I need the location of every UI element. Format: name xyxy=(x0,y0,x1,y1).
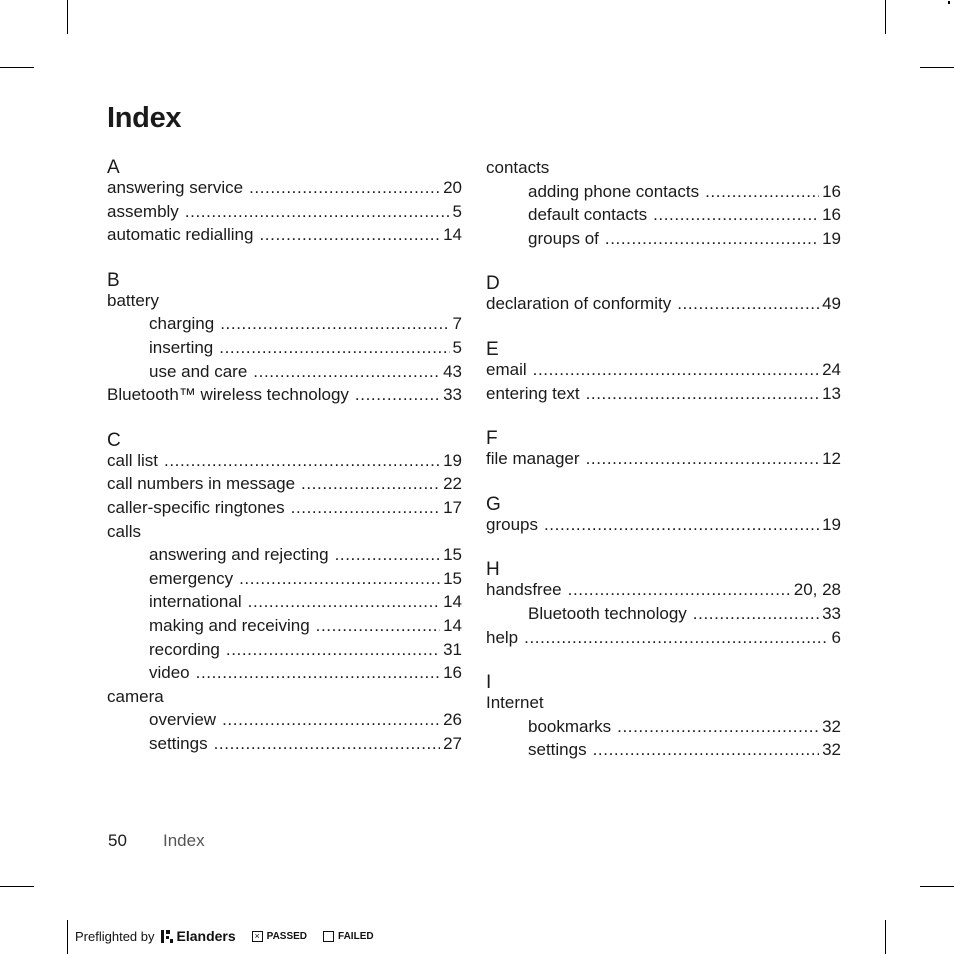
preflight-stamp xyxy=(75,928,374,944)
index-subentry xyxy=(486,180,841,204)
index-entry xyxy=(107,200,462,224)
index-term: battery xyxy=(107,290,159,310)
index-entry xyxy=(486,578,841,602)
dot-leader xyxy=(239,567,440,591)
index-subentry xyxy=(107,336,462,360)
index-page-ref: 19 xyxy=(822,228,841,248)
index-letter-heading: E xyxy=(486,338,499,360)
index-entry xyxy=(107,289,462,313)
dot-leader xyxy=(593,738,819,762)
index-term: emergency xyxy=(149,568,234,588)
index-letter-heading: B xyxy=(107,269,120,291)
dot-leader xyxy=(693,602,819,626)
index-entry xyxy=(107,472,462,496)
index-term: help xyxy=(486,627,519,647)
index-page-ref: 19 xyxy=(822,514,841,534)
group-spacer xyxy=(486,316,841,338)
group-spacer xyxy=(486,250,841,272)
dot-leader xyxy=(253,360,440,384)
dot-leader xyxy=(533,358,819,382)
index-entry xyxy=(107,176,462,200)
index-letter-heading: I xyxy=(486,672,492,694)
index-subentry xyxy=(107,312,462,336)
dot-leader xyxy=(219,336,449,360)
index-entry xyxy=(107,520,462,544)
dot-leader xyxy=(259,223,440,247)
index-term: charging xyxy=(149,314,215,334)
group-spacer xyxy=(107,407,462,429)
index-term: camera xyxy=(107,686,164,706)
index-entry xyxy=(107,223,462,247)
index-term: assembly xyxy=(107,201,179,221)
index-entry xyxy=(107,383,462,407)
index-term: contacts xyxy=(486,158,550,177)
index-page-ref: 15 xyxy=(443,545,462,565)
index-letter-heading: F xyxy=(486,428,498,450)
index-page-ref: 31 xyxy=(443,639,462,659)
index-entry xyxy=(486,513,841,537)
group-spacer xyxy=(486,536,841,558)
index-page-ref: 16 xyxy=(822,205,841,225)
index-term: answering service xyxy=(107,178,244,197)
index-page-ref: 26 xyxy=(443,710,462,730)
index-entry xyxy=(486,691,841,715)
index-letter-heading: A xyxy=(107,157,120,178)
registration-dot xyxy=(948,1,950,4)
index-page-ref: 15 xyxy=(443,568,462,588)
dot-leader xyxy=(586,382,820,406)
index-entry xyxy=(486,626,841,650)
index-page-ref: 16 xyxy=(443,663,462,683)
dot-leader xyxy=(568,578,791,602)
crop-mark xyxy=(885,0,886,34)
index-subentry xyxy=(486,227,841,251)
index-page-ref: 14 xyxy=(443,592,462,612)
dot-leader xyxy=(316,614,440,638)
index-page-ref: 49 xyxy=(822,294,841,314)
index-subentry xyxy=(107,567,462,591)
index-entry xyxy=(486,292,841,316)
index-subentry xyxy=(107,360,462,384)
index-page-ref: 17 xyxy=(443,497,462,517)
index-term: call list xyxy=(107,450,159,470)
index-term: use and care xyxy=(149,361,248,381)
index-term: Internet xyxy=(486,693,544,713)
index-term: answering and rejecting xyxy=(149,545,329,565)
index-page-ref: 14 xyxy=(443,225,462,245)
dot-leader xyxy=(196,661,440,685)
dot-leader xyxy=(185,200,450,224)
index-subentry xyxy=(486,602,841,626)
index-subentry xyxy=(486,203,841,227)
index-page-ref: 33 xyxy=(822,603,841,623)
crop-mark xyxy=(920,67,954,68)
index-page-ref: 13 xyxy=(822,383,841,403)
index-page-ref: 19 xyxy=(443,450,462,470)
page-title: Index xyxy=(107,102,182,134)
index-subentry xyxy=(107,661,462,685)
dot-leader xyxy=(355,383,440,407)
dot-leader xyxy=(249,176,440,200)
index-term: entering text xyxy=(486,383,580,403)
index-page-ref: 12 xyxy=(822,449,841,469)
index-page-ref: 20, 28 xyxy=(793,580,841,600)
index-subentry xyxy=(107,732,462,756)
index-entry xyxy=(107,496,462,520)
crop-mark xyxy=(0,67,34,68)
dot-leader xyxy=(586,447,820,471)
dot-leader xyxy=(220,312,449,336)
index-page-ref: 43 xyxy=(443,361,462,381)
index-subentry xyxy=(107,708,462,732)
failed-checkbox xyxy=(323,931,334,942)
index-term: Bluetooth™ wireless technology xyxy=(107,385,349,405)
index-page-ref: 5 xyxy=(452,337,462,357)
index-column-right xyxy=(486,156,841,762)
index-term: overview xyxy=(149,710,217,730)
index-term: file manager xyxy=(486,449,580,469)
index-subentry xyxy=(107,590,462,614)
page-number: 50 xyxy=(108,831,127,850)
index-term: settings xyxy=(149,733,208,753)
index-term: inserting xyxy=(149,337,214,357)
group-spacer xyxy=(107,247,462,269)
dot-leader xyxy=(335,543,441,567)
footer-section-name: Index xyxy=(163,831,205,850)
index-subentry xyxy=(486,715,841,739)
index-page-ref: 32 xyxy=(822,716,841,736)
preflight-label: Preflighted by xyxy=(75,928,155,944)
preflight-brand-name: Elanders xyxy=(176,928,236,944)
index-subentry xyxy=(107,543,462,567)
index-column-left xyxy=(107,156,462,755)
dot-leader xyxy=(617,715,819,739)
preflight-brand xyxy=(161,928,236,944)
index-entry xyxy=(486,382,841,406)
index-term: recording xyxy=(149,639,220,659)
passed-checkbox: × xyxy=(252,931,263,942)
passed-label: PASSED xyxy=(266,930,308,942)
index-page-ref: 16 xyxy=(822,181,841,201)
dot-leader xyxy=(291,496,440,520)
dot-leader xyxy=(677,292,819,316)
crop-mark xyxy=(885,920,886,954)
index-term: adding phone contacts xyxy=(528,181,700,201)
dot-leader xyxy=(605,227,819,251)
group-spacer xyxy=(486,405,841,427)
index-page-ref: 33 xyxy=(443,385,462,405)
index-page-ref: 7 xyxy=(452,314,462,334)
index-page-ref: 22 xyxy=(443,474,462,494)
crop-mark xyxy=(920,886,954,887)
index-term: settings xyxy=(528,740,587,760)
index-letter-heading: G xyxy=(486,493,501,515)
index-term: automatic redialling xyxy=(107,225,254,245)
dot-leader xyxy=(653,203,819,227)
crop-mark xyxy=(0,886,34,887)
crop-mark xyxy=(67,920,68,954)
index-entry xyxy=(107,685,462,709)
index-entry xyxy=(486,156,841,180)
elanders-logo-icon xyxy=(161,930,173,943)
dot-leader xyxy=(164,449,440,473)
index-term: Bluetooth technology xyxy=(528,603,687,623)
index-entry xyxy=(486,447,841,471)
index-term: handsfree xyxy=(486,580,562,600)
index-page-ref: 20 xyxy=(443,178,462,197)
index-term: declaration of conformity xyxy=(486,294,672,314)
index-term: default contacts xyxy=(528,205,648,225)
index-entry xyxy=(486,358,841,382)
index-term: email xyxy=(486,359,527,379)
index-subentry xyxy=(486,738,841,762)
index-term: groups xyxy=(486,514,538,534)
dot-leader xyxy=(222,708,440,732)
index-letter-heading: C xyxy=(107,429,121,451)
index-term: making and receiving xyxy=(149,615,310,635)
crop-mark xyxy=(67,0,68,34)
index-term: video xyxy=(149,663,190,683)
dot-leader xyxy=(301,472,440,496)
index-letter-heading: D xyxy=(486,273,500,295)
dot-leader xyxy=(214,732,440,756)
index-term: call numbers in message xyxy=(107,474,296,494)
index-page-ref: 27 xyxy=(443,733,462,753)
index-term: bookmarks xyxy=(528,716,612,736)
group-spacer xyxy=(486,649,841,671)
dot-leader xyxy=(544,513,819,537)
index-letter-heading: H xyxy=(486,559,500,581)
index-page-ref: 24 xyxy=(822,359,841,379)
index-term: groups of xyxy=(528,228,599,248)
dot-leader xyxy=(524,626,828,650)
index-page-ref: 5 xyxy=(452,201,462,221)
index-page-ref: 14 xyxy=(443,615,462,635)
index-term: caller-specific ringtones xyxy=(107,497,285,517)
failed-label: FAILED xyxy=(338,930,374,942)
dot-leader xyxy=(705,180,819,204)
index-term: international xyxy=(149,592,242,612)
dot-leader xyxy=(226,638,440,662)
index-term: calls xyxy=(107,521,142,541)
dot-leader xyxy=(248,590,440,614)
index-subentry xyxy=(107,638,462,662)
index-page-ref: 6 xyxy=(831,627,841,647)
group-spacer xyxy=(486,471,841,493)
index-entry xyxy=(107,449,462,473)
index-page-ref: 32 xyxy=(822,740,841,760)
index-subentry xyxy=(107,614,462,638)
